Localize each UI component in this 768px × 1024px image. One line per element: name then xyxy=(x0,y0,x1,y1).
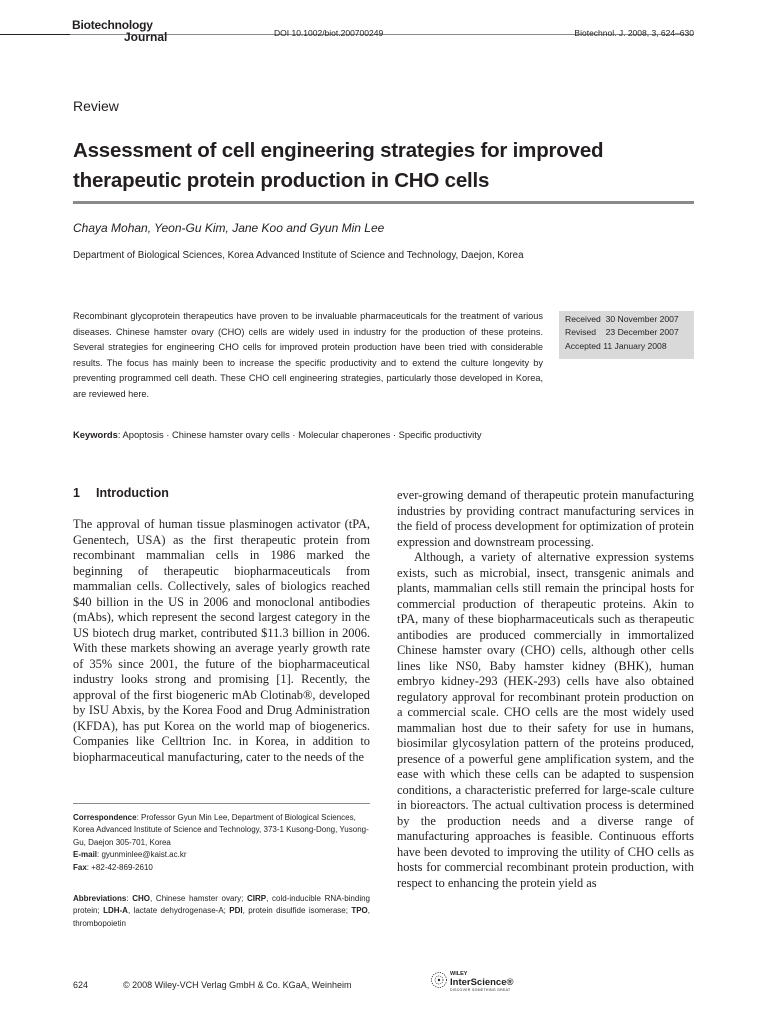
doi[interactable]: DOI 10.1002/biot.200700249 xyxy=(274,28,384,38)
footnote-rule xyxy=(73,803,370,804)
journal-name-line1: Biotechnology xyxy=(72,18,153,32)
section-heading xyxy=(73,486,169,500)
abstract: Recombinant glycoprotein therapeutics have proven to be invaluable pharmaceuticals for the treatment of various diseases. Chinese hamster ovary (CHO) cells are widely used in industry for the production of these proteins. Several strategies for engineering CHO cells for improved protein production have been tried with considerable results. The focus has mainly been to increase the specific productivity and to extend the culture longevity by preventing programmed cell death. These CHO cell engineering strategies, particularly those developed in Korea, are reviewed here. xyxy=(73,311,543,399)
section-title: Introduction xyxy=(96,486,169,500)
email-address[interactable]: : gyunminlee@kaist.ac.kr xyxy=(97,850,187,860)
interscience-tagline: DISCOVER SOMETHING GREAT xyxy=(450,988,511,992)
abbr-term: CHO xyxy=(132,894,151,903)
abbr-def: , lactate dehydrogenase-A; xyxy=(127,906,230,916)
header-rule-accent xyxy=(0,34,70,35)
abbr-term: TPO xyxy=(351,906,368,916)
interscience-globe-icon xyxy=(430,971,448,989)
revised-line xyxy=(565,326,688,339)
correspondence-text: : Professor Gyun Min Lee, Department of Biological Sciences, Korea Advanced Institute of Science and Technology, 373-1 Kusong-Dong, Yusong-Gu, Daejon 305-701, Korea xyxy=(73,813,369,847)
keywords-label: Keywords xyxy=(73,429,118,440)
abbr-term: CIRP xyxy=(247,894,267,903)
affiliation: Department of Biological Sciences, Korea Advanced Institute of Science and Technology, Daejon, Korea xyxy=(73,250,524,261)
dates-box xyxy=(559,311,694,359)
revised-date: 23 December 2007 xyxy=(605,327,679,338)
accepted-date: 11 January 2008 xyxy=(603,340,667,351)
paragraph: Although, a variety of alternative expression systems exists, such as microbial, insect, transgenic animals and plants, mammalian cells still remain the principal hosts for commercial production of therapeutic proteins. Akin to tPA, many of these biopharmaceuticals such as therapeutic antibodies are produced commercially in immortalized Chinese hamster ovary (CHO) cells, although other cells lines like NS0, Baby hamster kidney (BHK), human embryo kidney-293 (HEK-293) cells have also obtained regulatory approval for recombinant protein production on a commercial scale. CHO cells are the most widely used mammalian host due to their safety for use in humans, biosimilar glycosylation pattern of the proteins produced, presence of a powerful gene amplification system, and the ease with which these cells can be adapted to suspension conditions, a characteristic preferred for large-scale culture in bioreactors. The actual cultivation process is determined by the production needs and a diverse range of manufacturing approaches is feasible. Continuous efforts have been devoted to improving the utility of CHO cells as hosts for commercial recombinant protein production, with respect to enhancing the protein yield as xyxy=(397,550,694,890)
authors: Chaya Mohan, Yeon-Gu Kim, Jane Koo and Gyun Min Lee xyxy=(73,221,385,235)
abbr-def: , thrombopoietin xyxy=(73,906,371,928)
page-number: 624 xyxy=(73,980,89,990)
wiley-mark: WILEY xyxy=(450,971,468,977)
abbr-def: , cold-inducible RNA-binding protein; xyxy=(73,894,370,916)
correspondence-label: Correspondence xyxy=(73,813,137,822)
accepted-line xyxy=(565,340,688,353)
journal-name-line2: Journal xyxy=(124,30,168,44)
interscience-wordmark: InterScience® xyxy=(450,977,514,988)
title-rule xyxy=(73,201,694,204)
abbr-def: , Chinese hamster ovary; xyxy=(150,894,248,903)
abbreviations-label: Abbreviations xyxy=(73,894,127,903)
fax-label: Fax xyxy=(73,862,87,872)
paragraph: The approval of human tissue plasminogen activator (tPA, Genentech, USA) as the first therapeutic protein from recombinant mammalian cells in 1986 marked the beginning of therapeutic biopharmaceuticals from mammalian cells. Collectively, sales of biologics reached $40 billion in the US in 2006 and monoclonal antibodies (mAbs), which represent the second largest category in the US biotech drug market, contributed $11.3 billion in 2006. With these markets showing an average yearly growth rate of 35% since 2001, the future of the biopharmaceutical industry looks strong and promising [1]. Recently, the approval of the first biogeneric mAb Clotinab®, developed by ISU Abxis, by the Korea Food and Drug Administration (KFDA), has put Korea on the world map of biogenerics. Companies like Celltrion Inc. in Korea, in addition to biopharmaceutical manufacturing, cater to the needs of the xyxy=(73,517,370,764)
fax-number: : +82-42-869-2610 xyxy=(86,862,153,872)
keywords-list: : Apoptosis · Chinese hamster ovary cells · Molecular chaperones · Specific productivity xyxy=(117,429,482,440)
received-line xyxy=(565,313,688,326)
abbr-def: , protein disulfide isomerase; xyxy=(242,906,352,916)
received-label: Received xyxy=(565,314,601,324)
article-type: Review xyxy=(73,98,119,114)
interscience-logo xyxy=(430,971,530,997)
email-label: E-mail xyxy=(73,850,98,860)
section-number: 1 xyxy=(73,486,80,500)
article-title: Assessment of cell engineering strategies for improved therapeutic protein production in CHO cells xyxy=(73,139,604,192)
accepted-label: Accepted xyxy=(565,340,601,351)
body-column-left xyxy=(73,517,370,765)
correspondence-note xyxy=(73,812,370,874)
body-column-right xyxy=(397,488,694,891)
abbreviations-note: Abbreviations: CHO, Chinese hamster ovary; CIRP, cold-inducible RNA-binding protein; LDH-A, lactate dehydrogenase-A; PDI, protein disulfide isomerase; TPO, thrombopoietin xyxy=(73,894,371,928)
abbr-term: LDH-A xyxy=(103,906,128,916)
paragraph: ever-growing demand of therapeutic protein manufacturing industries by providing contract manufacturing services in the field of process development for optimization of protein expression and downstream processing. xyxy=(397,488,694,549)
journal-logo xyxy=(72,19,167,43)
citation: Biotechnol. J. 2008, 3, 624–630 xyxy=(574,28,694,38)
revised-label: Revised xyxy=(565,327,597,338)
copyright: © 2008 Wiley-VCH Verlag GmbH & Co. KGaA, Weinheim xyxy=(123,980,352,990)
abbr-term: PDI xyxy=(229,906,243,916)
received-date: 30 November 2007 xyxy=(605,314,679,324)
keywords xyxy=(73,429,482,440)
